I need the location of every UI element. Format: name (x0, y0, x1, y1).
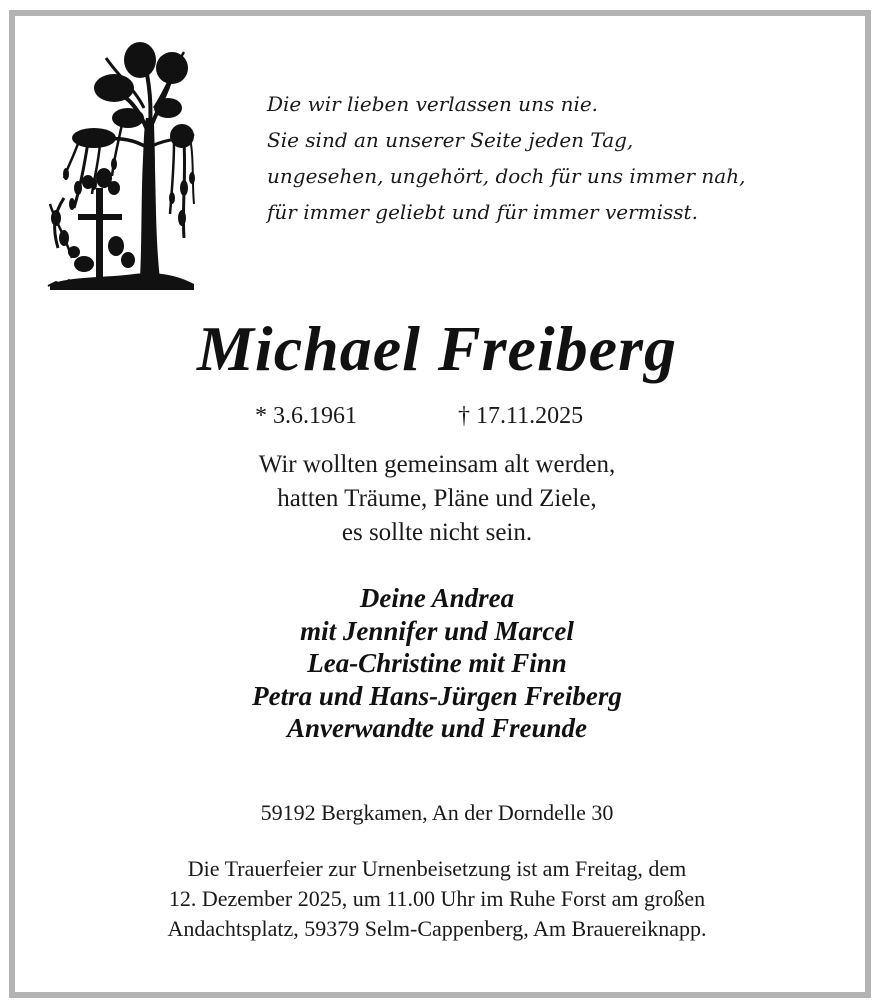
memorial-message (0, 448, 874, 550)
funeral-line: Die Trauerfeier zur Urnenbeisetzung ist am Freitag, dem (187, 856, 687, 881)
family-address: 59192 Bergkamen, An der Dorndelle 30 (260, 800, 614, 825)
poem-line: Die wir lieben verlassen uns nie. (267, 92, 599, 116)
funeral-line: Andachtsplatz, 59379 Selm-Cappenberg, Am Brauereiknapp. (167, 916, 707, 941)
message-line: Wir wollten gemeinsam alt werden, (258, 451, 616, 478)
message-line: es sollte nicht sein. (341, 519, 533, 546)
mourner-line: Anverwandte und Freunde (286, 713, 588, 743)
mourner-line: mit Jennifer und Marcel (300, 615, 574, 646)
birth-date: * 3.6.1961 (255, 403, 357, 429)
funeral-line: 12. Dezember 2025, um 11.00 Uhr im Ruhe Forst am großen (168, 886, 706, 911)
death-date: † 17.11.2025 (458, 403, 584, 429)
poem-line: für immer geliebt und für immer vermisst. (267, 200, 698, 224)
poem-line: Sie sind an unserer Seite jeden Tag, (267, 128, 634, 152)
deceased-name: Michael Freiberg (197, 313, 677, 384)
mourner-line: Deine Andrea (359, 583, 515, 613)
tree-with-cross-icon (44, 38, 196, 294)
funeral-details (0, 854, 874, 944)
poem-line: ungesehen, ungehört, doch für uns immer nah, (267, 164, 746, 188)
mourners-list (0, 582, 874, 745)
mourner-line: Lea-Christine mit Finn (307, 648, 567, 678)
message-line: hatten Träume, Pläne und Ziele, (277, 485, 597, 512)
mourner-line: Petra und Hans-Jürgen Freiberg (252, 680, 622, 711)
memorial-poem (267, 86, 827, 230)
